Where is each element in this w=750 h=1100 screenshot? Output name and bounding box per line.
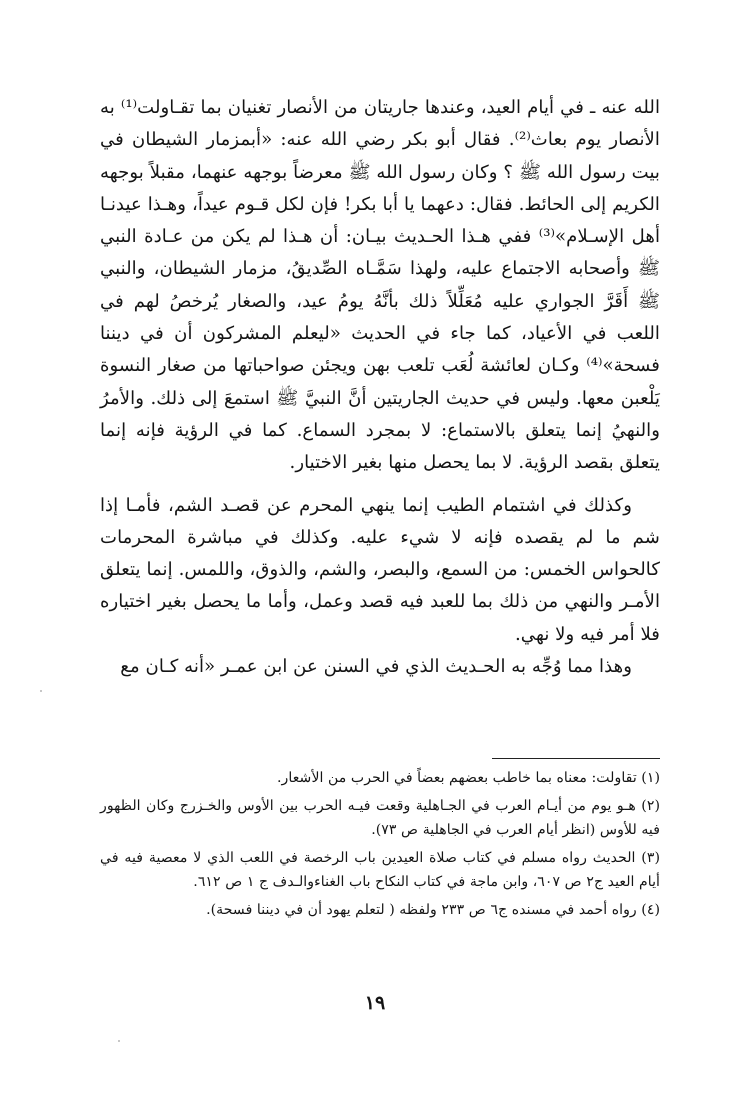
page-number: ١٩ bbox=[364, 992, 386, 1014]
footnote-2: (٢) هـو يوم من أيـام العرب في الجـاهلية وقعت فيـه الحرب بين الأوس والخـزرج وكان الظهور فيه للأوس (انظر أيام العرب في الجاهلية ص ٧٣). bbox=[100, 797, 660, 838]
paragraph-2: وكذلك في اشتمام الطيب إنما ينهي المحرم عن قصـد الشم، فأمـا إذا شم ما لم يقصده فإنه لا شيء عليه. وكذلك في مباشرة المحرمات كالحواس الخمس: من السمع، والبصر، والشم، والذوق، واللمس. إنما يتعلق الأمـر والنهي من ذلك بما للعبد فيه قصد وعمل، وأما ما يحصل بغير اختياره فلا أمر فيه ولا نهي. bbox=[100, 494, 660, 645]
scan-speck bbox=[40, 690, 42, 692]
footnote-3: (٣) الحديث رواه مسلم في كتاب صلاة العيدين باب الرخصة في اللعب الذي لا معصية فيه في أيام العيد ج٢ ص ٦٠٧، وابن ماجة في كتاب النكاح باب الغناءوالـدف ج ١ ص ٦١٢. bbox=[100, 849, 660, 890]
footnote-1: (١) تقاولت: معناه بما خاطب بعضهم بعضاً في الحرب من الأشعار. bbox=[277, 770, 660, 786]
paragraph-1: الله عنه ـ في أيام العيد، وعندها جاريتان من الأنصار تغنيان بما تقـاولت⁽¹⁾ به الأنصار يوم بعاث⁽²⁾. فقال أبو بكر رضي الله عنه: «أبمزمار الشيطان في بيت رسول الله ﷺ ؟ وكان رسول الله ﷺ معرضاً بوجهه عنهما، مقبلاً بوجهه الكريم إلى الحائط. فقال: دعهما يا أبا بكر! فإن لكل قـوم عيداً، وهـذا عيدنـا أهل الإسـلام»⁽³⁾ ففي هـذا الحـديث بيـان: أن هـذا لم يكن من عـادة النبي ﷺ وأصحابه الاجتماع عليه، ولهذا سَمَّـاه الصِّديقُ، مزمار الشيطان، والنبي ﷺ أَقَرَّ الجواري عليه مُعَلِّلاً ذلك بأنَّهُ يومُ عيد، والصغار يُرخصُ لهم في اللعب في الأعياد، كما جاء في الحديث «ليعلم المشركون أن في ديننا فسحة»⁽⁴⁾ وكـان لعائشة لُعَب تلعب بهن ويجئن صواحباتها من صغار النسوة يَلْعبن معها. وليس في حديث الجاريتين أنَّ النبيَّ ﷺ استمعَ إلى ذلك. والأمرُ والنهيُ إنما يتعلق بالاستماع: لا بمجرد السماع. كما في الرؤية فإنه إنما يتعلق بقصد الرؤية. لا بما يحصل منها بغير الاختيار. bbox=[100, 97, 660, 474]
scan-speck bbox=[118, 1040, 120, 1042]
footnotes bbox=[100, 766, 660, 925]
paragraph-3: وهذا مما وُجِّه به الحـديث الذي في السنن عن ابن عمـر «أنه كـان مع bbox=[120, 656, 632, 678]
main-text bbox=[100, 92, 660, 683]
footnote-4: (٤) رواه أحمد في مسنده ج٦ ص ٢٣٣ ولفظه ( لتعلم يهود أن في ديننا فسحة). bbox=[206, 901, 660, 918]
footnote-separator bbox=[492, 758, 660, 759]
